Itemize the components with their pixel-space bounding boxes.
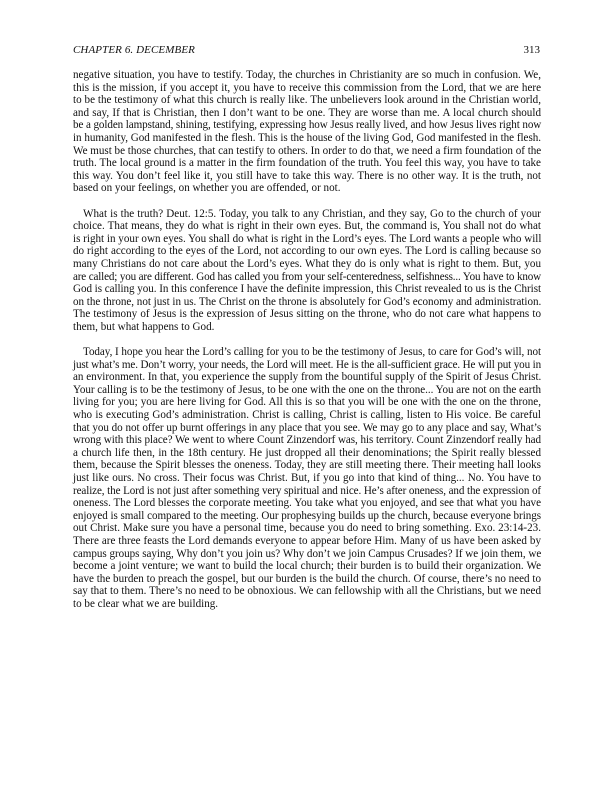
page-number: 313	[523, 44, 540, 56]
paragraph	[73, 69, 541, 195]
text-line: living for you; you are here living for God. All this is so that you will be one with the one on the throne,	[73, 396, 541, 409]
text-line: There are three feasts the Lord demands everyone to appear before Him. Many of us have been asked by	[73, 534, 541, 547]
text-line: who is executing God’s administration. Christ is calling, Christ is calling, listen to His voice. Be careful	[73, 409, 541, 422]
text-line: have the burden to preach the gospel, but our burden is the build the church. Of course, there’s no need to	[73, 572, 541, 585]
text-line: wrong with this place? We went to where Count Zinzendorf was, his territory. Count Zinzendorf really had	[73, 434, 541, 447]
text-line: a church life then, in the 18th century. He just dropped all their denominations; the Spirit really blessed	[73, 446, 541, 459]
text-line: many Christians do not care about the Lord’s eyes. What they do is only what is right to them. But, you	[73, 257, 541, 270]
text-line: oneness. The Lord blesses the corporate meeting. You take what you enjoyed, and see that what you have	[73, 497, 541, 510]
text-line: be a golden lampstand, shining, testifying, expressing how Jesus really lived, and how Jesus lives right now	[73, 119, 542, 132]
text-line: out Christ. Make sure you have a personal time, because you do need to bring something. Exo. 23:14-23.	[73, 522, 541, 535]
text-line: this way. You don’t feel like it, you still have to take this way. There is no other way. It is the truth, not	[73, 169, 541, 182]
running-header	[73, 44, 540, 58]
text-line: Today, I hope you hear the Lord’s calling for you to be the testimony of Jesus, to care for God’s will, not	[83, 346, 541, 359]
paragraph	[73, 346, 541, 610]
text-line: realize, the Lord is not just after something very spiritual and nice. He’s after oneness, and the expression of	[73, 484, 541, 497]
text-line: in humanity, God manifested in the flesh. This is the house of the living God, God manifested in the flesh.	[73, 131, 541, 144]
text-line: say that to them. There’s no need to be obnoxious. We can fellowship with all the Christians, but we need	[73, 585, 541, 598]
text-line: just what’s me. Don’t worry, your needs, the Lord will meet. He is the all-sufficient grace. He will put you in	[73, 358, 541, 371]
text-line: truth. The local ground is a matter in the firm foundation of the truth. You feel this way, you have to take	[73, 157, 541, 170]
text-line: this is the mission, if you accept it, you have to receive this commission from the Lord, that we are here	[73, 81, 541, 94]
text-line: is right in your own eyes. You shall do what is right in the Lord’s eyes. The Lord wants a people who will	[73, 232, 542, 245]
text-line: and say, If that is Christian, then I don’t want to be one. They are worse than me. A local church should	[73, 106, 541, 119]
text-line: just like ours. No cross. Their focus was Christ. But, if you go into that kind of thing... No. You have to	[73, 472, 541, 484]
body-text	[73, 69, 541, 611]
text-line: them, because the Spirit blesses the oneness. Today, they are still meeting there. Their meeting hall looks	[73, 459, 541, 472]
chapter-title: CHAPTER 6. DECEMBER	[73, 44, 195, 56]
text-line: on the throne, not just in us. The Christ on the throne is absolutely for God’s economy and administration.	[73, 295, 542, 308]
text-line: We must be those churches, that can testify to others. In order to do that, we need a firm foundation of the	[73, 144, 542, 157]
text-line: based on your feelings, on whether you are offended, or not.	[73, 182, 341, 195]
text-line: God is calling you. In this conference I have the definite impression, this Christ revealed to us is the Christ	[73, 283, 541, 296]
text-line: negative situation, you have to testify. Today, the churches in Christianity are so much in confusion. We,	[73, 69, 541, 81]
text-line: them, but what happens to God.	[73, 320, 215, 333]
text-line: campus groups saying, Why don’t you join us? Why don’t we join Campus Crusades? If we join them, we	[73, 547, 542, 560]
text-line: The testimony of Jesus is the expression of Jesus sitting on the throne, who do not care what happens to	[73, 308, 541, 321]
text-line: do right according to the eyes of the Lord, not according to our own eyes. The Lord is calling because so	[73, 245, 541, 258]
text-line: choice. That means, they do what is right in their own eyes. But, the command is, You shall not do what	[73, 220, 541, 233]
text-line: are called; you are different. God has called you from your self-centeredness, selfishness... You have to know	[73, 270, 541, 283]
text-line: What is the truth? Deut. 12:5. Today, you talk to any Christian, and they say, Go to the church of your	[83, 207, 541, 220]
text-line: Your calling is to be the testimony of Jesus, to be one with the one on the throne... You are not on the earth	[73, 383, 541, 396]
text-line: enjoyed is small compared to the meeting. Our prophesying builds up the church, because everyone brings	[73, 509, 541, 522]
text-line: to be the testimony of what this church is really like. The unbelievers look around in the Christian world,	[73, 94, 541, 107]
text-line: an environment. In that, you experience the supply from the bountiful supply of the Spirit of Jesus Christ.	[73, 371, 542, 384]
text-line: that you do not offer up burnt offerings in any place that you see. We may go to any place and say, What’s	[73, 421, 542, 434]
paragraph	[73, 208, 541, 334]
text-line: to be clear what we are building.	[73, 597, 219, 610]
text-line: become a joint venture; we want to build the local church; their burden is to build their organization. We	[73, 560, 541, 573]
